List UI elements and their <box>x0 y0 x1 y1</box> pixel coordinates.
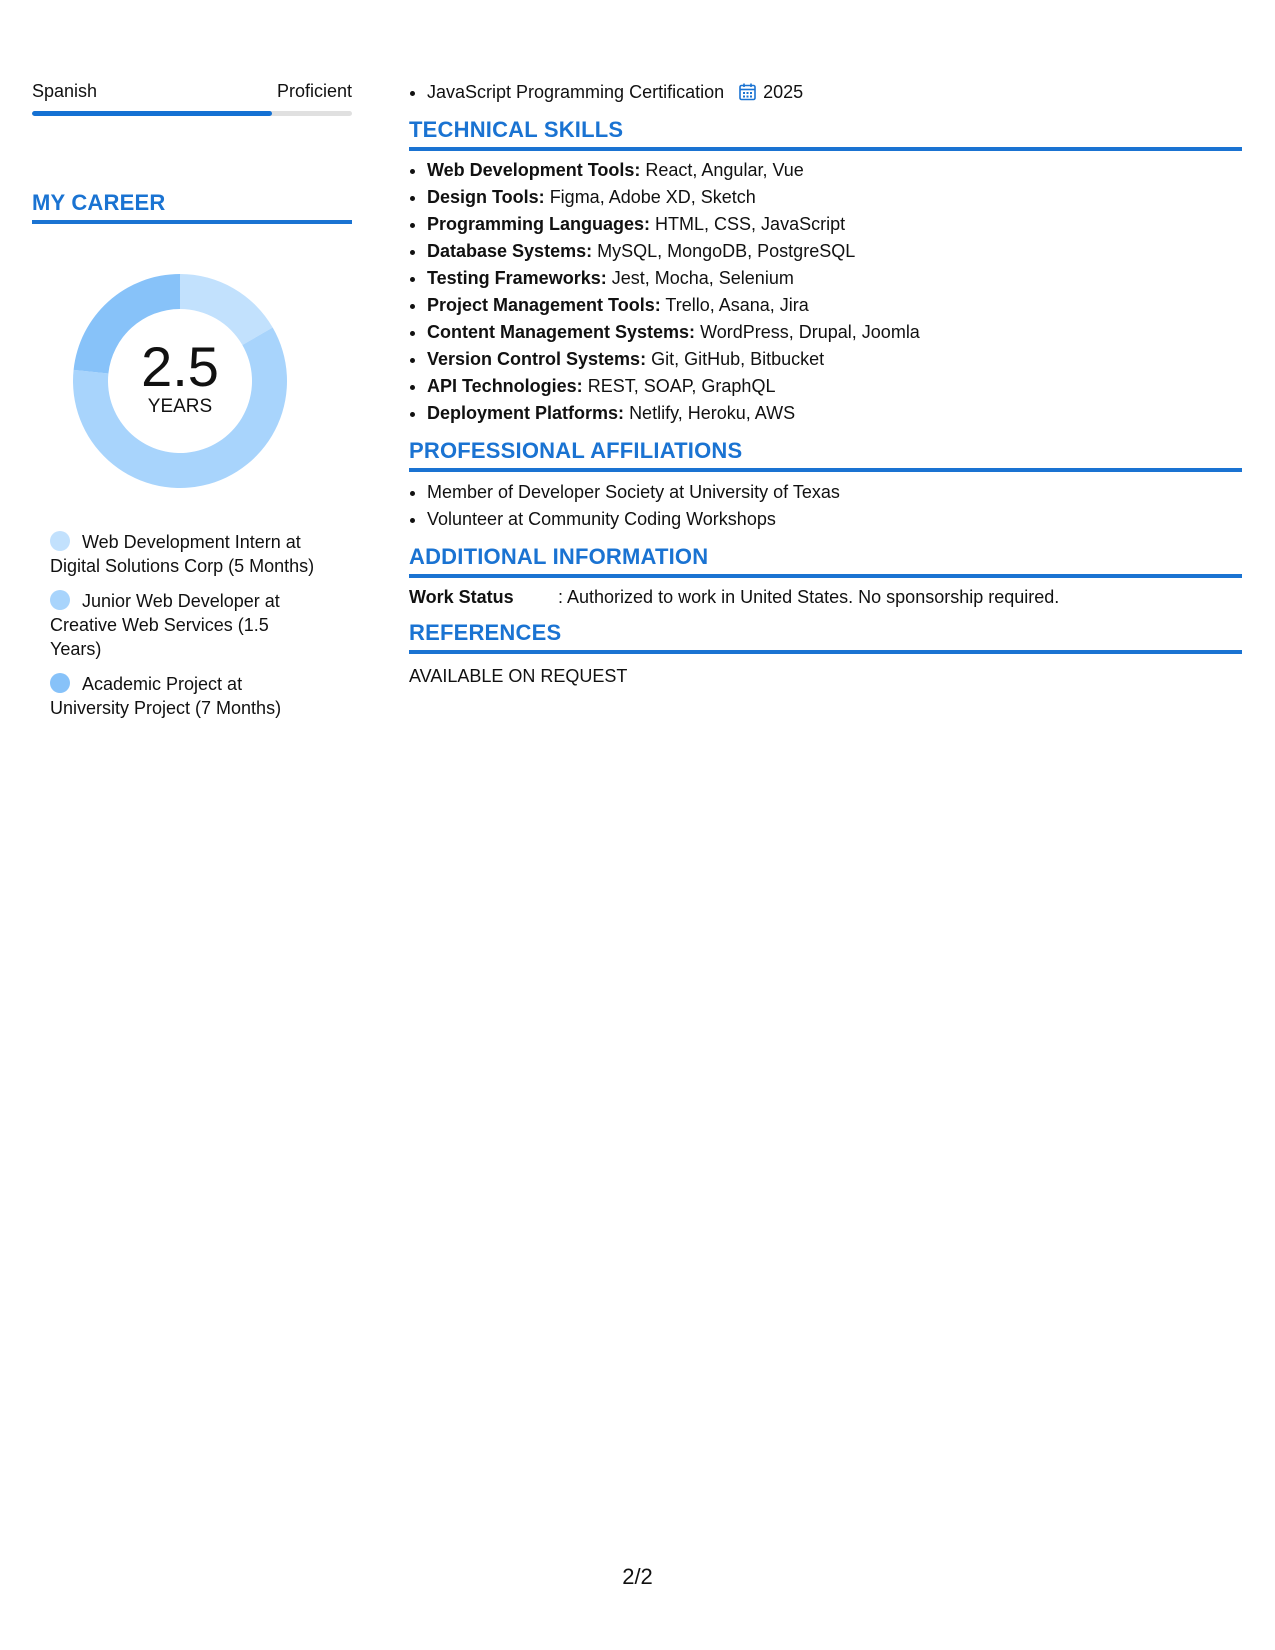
left-column <box>32 80 352 731</box>
additional-info-title: ADDITIONAL INFORMATION <box>409 544 1242 578</box>
career-item-label: Junior Web Developer at Creative Web Services (1.5 Years) <box>50 591 280 659</box>
career-item-label: Web Development Intern at Digital Solutions Corp (5 Months) <box>50 532 315 576</box>
skill-label: Content Management Systems: <box>427 322 696 342</box>
skill-label: Web Development Tools: <box>427 160 641 180</box>
references-text: AVAILABLE ON REQUEST <box>409 666 628 686</box>
skill-label: Design Tools: <box>427 187 545 207</box>
skill-label: Project Management Tools: <box>427 295 661 315</box>
skill-item <box>427 292 1242 319</box>
language-progress-bar <box>32 111 352 116</box>
skill-item <box>427 346 1242 373</box>
skill-label: Deployment Platforms: <box>427 403 625 423</box>
legend-dot-icon <box>50 590 70 610</box>
skill-label: Database Systems: <box>427 241 593 261</box>
skill-value: React, Angular, Vue <box>645 160 804 180</box>
donut-center <box>65 266 295 496</box>
skill-value: Jest, Mocha, Selenium <box>611 268 794 288</box>
skill-item <box>427 265 1242 292</box>
technical-skills-title: TECHNICAL SKILLS <box>409 117 1242 151</box>
skill-item <box>427 184 1242 211</box>
language-name: Spanish <box>32 81 98 101</box>
skill-item <box>427 211 1242 238</box>
skill-value: WordPress, Drupal, Joomla <box>700 322 920 342</box>
legend-dot-icon <box>50 673 70 693</box>
technical-skills-list <box>409 157 1242 427</box>
career-item-label: Academic Project at University Project (7 Months) <box>50 674 282 718</box>
certification-name: JavaScript Programming Certification <box>427 82 725 102</box>
affiliation-item: • Member of Developer Society at University of Texas <box>427 479 1242 506</box>
skill-label: Programming Languages: <box>427 214 651 234</box>
skill-item <box>427 319 1242 346</box>
skill-value: Netlify, Heroku, AWS <box>629 403 796 423</box>
language-progress-fill <box>32 111 272 116</box>
calendar-icon <box>739 83 756 101</box>
skill-item <box>427 373 1242 400</box>
work-status-row <box>409 585 1242 609</box>
career-legend-item <box>50 530 320 578</box>
certification-item <box>427 79 1242 106</box>
skill-value: MySQL, MongoDB, PostgreSQL <box>597 241 856 261</box>
skill-label: Version Control Systems: <box>427 349 647 369</box>
career-legend-item <box>50 672 320 720</box>
skill-value: Git, GitHub, Bitbucket <box>651 349 825 369</box>
affiliations-title: PROFESSIONAL AFFILIATIONS <box>409 438 1242 472</box>
right-column <box>409 79 1242 688</box>
skill-item <box>427 400 1242 427</box>
work-status-label: Work Status <box>409 587 514 607</box>
skill-value: REST, SOAP, GraphQL <box>587 376 776 396</box>
legend-dot-icon <box>50 531 70 551</box>
affiliation-item: • Volunteer at Community Coding Workshops <box>427 506 1242 533</box>
references-title: REFERENCES <box>409 620 1242 654</box>
skill-value: Figma, Adobe XD, Sketch <box>549 187 756 207</box>
skill-label: API Technologies: <box>427 376 583 396</box>
career-donut-chart <box>65 266 295 496</box>
skill-label: Testing Frameworks: <box>427 268 607 288</box>
language-row <box>32 80 352 102</box>
skill-item <box>427 238 1242 265</box>
work-status-value: : Authorized to work in United States. No sponsorship required. <box>558 587 1060 607</box>
career-section-title: MY CAREER <box>32 190 352 224</box>
skill-value: HTML, CSS, JavaScript <box>655 214 846 234</box>
certification-year: 2025 <box>763 82 804 102</box>
career-legend <box>50 530 320 720</box>
language-level: Proficient <box>276 81 352 101</box>
career-legend-item <box>50 589 320 661</box>
skill-item <box>427 157 1242 184</box>
career-total-unit: YEARS <box>147 396 213 417</box>
page-number: 2/2 <box>622 1564 653 1589</box>
affiliations-list <box>409 479 1242 533</box>
certification-list <box>409 79 1242 106</box>
career-total-value: 2.5 <box>141 335 219 398</box>
skill-value: Trello, Asana, Jira <box>665 295 809 315</box>
